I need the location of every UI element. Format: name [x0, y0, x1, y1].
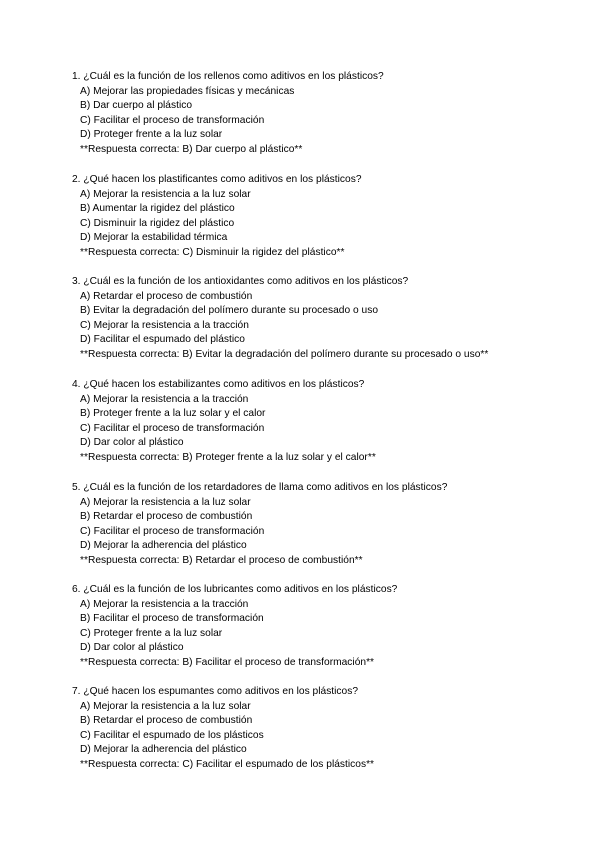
question-5 [72, 481, 582, 569]
option-c: C) Facilitar el proceso de transformación [80, 525, 265, 537]
option-d: D) Mejorar la estabilidad térmica [80, 232, 228, 244]
option-c: C) Facilitar el espumado de los plásticos [80, 729, 264, 741]
option-a: A) Mejorar la resistencia a la tracción [80, 393, 249, 405]
option-c: C) Proteger frente a la luz solar [80, 627, 223, 639]
question-2 [72, 173, 582, 261]
question-text: 5. ¿Cuál es la función de los retardadores de llama como aditivos en los plásticos? [72, 482, 448, 493]
correct-answer: **Respuesta correcta: C) Disminuir la rigidez del plástico** [80, 246, 345, 258]
correct-answer: **Respuesta correcta: B) Facilitar el proceso de transformación** [80, 656, 375, 668]
correct-answer: **Respuesta correcta: B) Dar cuerpo al plástico** [80, 143, 303, 155]
option-b: B) Dar cuerpo al plástico [80, 100, 193, 112]
option-b: B) Evitar la degradación del polímero durante su procesado o uso [80, 305, 379, 317]
question-text: 2. ¿Qué hacen los plastificantes como aditivos en los plásticos? [72, 174, 362, 185]
question-text: 6. ¿Cuál es la función de los lubricantes como aditivos en los plásticos? [72, 584, 398, 595]
option-b: B) Retardar el proceso de combustión [80, 511, 253, 523]
question-text: 7. ¿Qué hacen los espumantes como aditivos en los plásticos? [72, 686, 359, 697]
option-c: C) Facilitar el proceso de transformación [80, 114, 265, 126]
option-a: A) Mejorar la resistencia a la luz solar [80, 496, 251, 508]
question-7 [72, 685, 582, 773]
option-c: C) Mejorar la resistencia a la tracción [80, 319, 249, 331]
question-text: 3. ¿Cuál es la función de los antioxidantes como aditivos en los plásticos? [72, 276, 409, 287]
question-text: 1. ¿Cuál es la función de los rellenos como aditivos en los plásticos? [72, 71, 384, 82]
question-3 [72, 275, 582, 363]
option-b: B) Aumentar la rigidez del plástico [80, 203, 235, 215]
option-c: C) Facilitar el proceso de transformación [80, 422, 265, 434]
question-1 [72, 70, 582, 158]
option-d: D) Dar color al plástico [80, 437, 184, 449]
correct-answer: **Respuesta correcta: B) Retardar el proceso de combustión** [80, 554, 363, 566]
correct-answer: **Respuesta correcta: C) Facilitar el espumado de los plásticos** [80, 758, 375, 770]
option-d: D) Mejorar la adherencia del plástico [80, 744, 247, 756]
option-b: B) Retardar el proceso de combustión [80, 715, 253, 727]
option-b: B) Facilitar el proceso de transformación [80, 613, 264, 625]
question-text: 4. ¿Qué hacen los estabilizantes como aditivos en los plásticos? [72, 379, 365, 390]
option-a: A) Retardar el proceso de combustión [80, 290, 253, 302]
option-d: D) Dar color al plástico [80, 642, 184, 654]
question-4 [72, 378, 582, 466]
option-c: C) Disminuir la rigidez del plástico [80, 217, 235, 229]
option-a: A) Mejorar la resistencia a la luz solar [80, 188, 251, 200]
option-a: A) Mejorar las propiedades físicas y mecánicas [80, 85, 295, 97]
option-d: D) Proteger frente a la luz solar [80, 129, 223, 141]
question-6 [72, 583, 582, 671]
correct-answer: **Respuesta correcta: B) Evitar la degradación del polímero durante su procesado o uso** [80, 348, 489, 360]
option-d: D) Mejorar la adherencia del plástico [80, 540, 247, 552]
correct-answer: **Respuesta correcta: B) Proteger frente a la luz solar y el calor** [80, 451, 376, 463]
option-a: A) Mejorar la resistencia a la tracción [80, 598, 249, 610]
option-d: D) Facilitar el espumado del plástico [80, 334, 245, 346]
option-a: A) Mejorar la resistencia a la luz solar [80, 700, 251, 712]
option-b: B) Proteger frente a la luz solar y el calor [80, 408, 266, 420]
